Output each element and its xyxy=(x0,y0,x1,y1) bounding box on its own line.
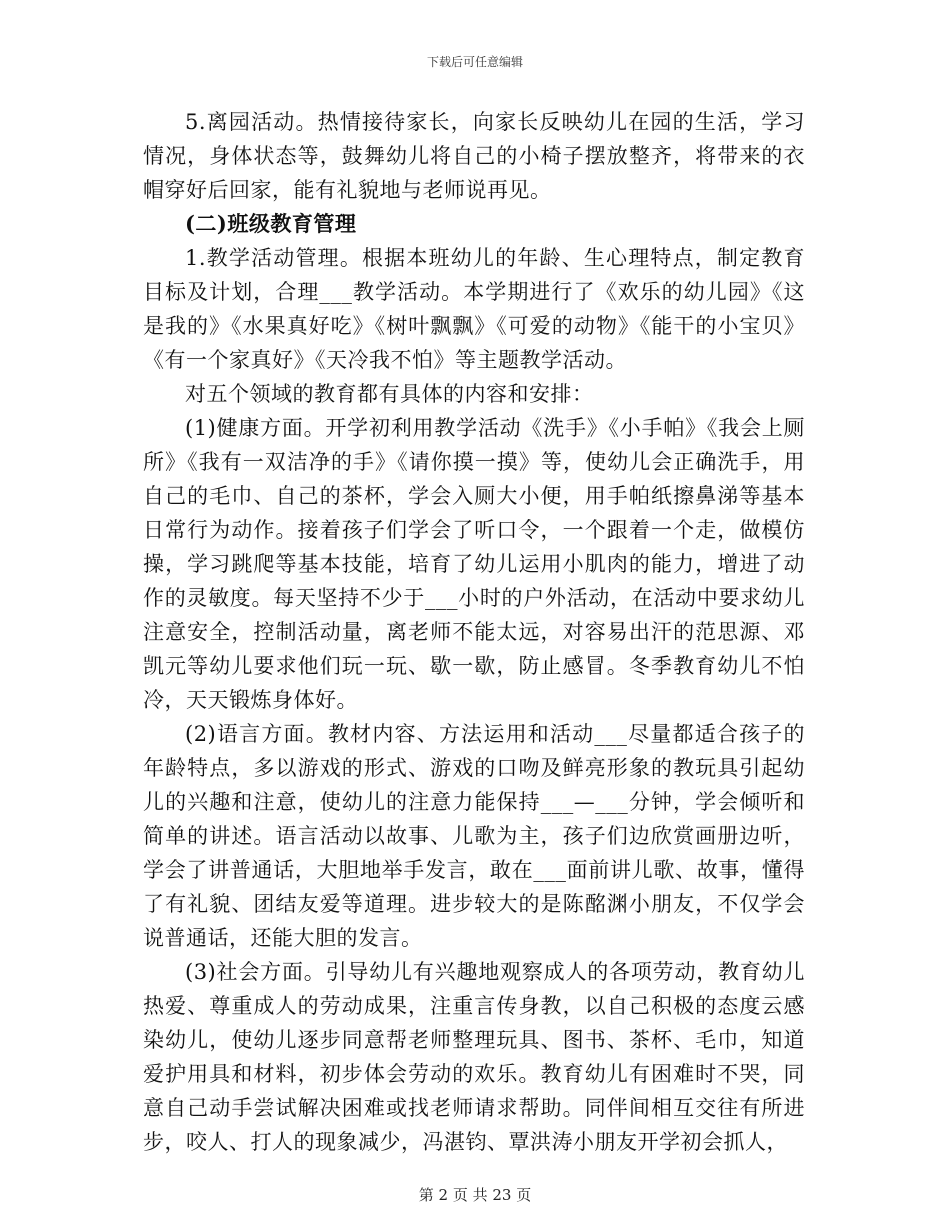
paragraph-language: (2)语言方面。教材内容、方法运用和活动___尽量都适合孩子的年龄特点，多以游戏的形式、游戏的口吻及鲜亮形象的教玩具引起幼儿的兴趣和注意，使幼儿的注意力能保持___—___分钟，学会倾听和简单的讲述。语言活动以故事、儿歌为主，孩子们边欣赏画册边听，学会了讲普通话，大胆地举手发言，敢在___面前讲儿歌、故事，懂得了有礼貌、团结友爱等道理。进步较大的是陈酩渊小朋友，不仅学会说普通话，还能大胆的发言。 xyxy=(143,722,805,950)
paragraph-social: (3)社会方面。引导幼儿有兴趣地观察成人的各项劳动，教育幼儿热爱、尊重成人的劳动成果，注重言传身教，以自己积极的态度云感染幼儿，使幼儿逐步同意帮老师整理玩具、图书、茶杯、毛巾，知道爱护用具和材料，初步体会劳动的欢乐。教育幼儿有困难时不哭，同意自己动手尝试解决困难或找老师请求帮助。同伴间相互交往有所进步，咬人、打人的现象减少，冯湛钧、覃洪涛小朋友开学初会抓人， xyxy=(143,960,805,1154)
page-number-footer: 第 2 页 共 23 页 xyxy=(418,1186,532,1204)
document-body xyxy=(143,105,805,1159)
paragraph-departure-activity: 5.离园活动。热情接待家长，向家长反映幼儿在园的生活，学习情况，身体状态等，鼓舞幼儿将自己的小椅子摆放整齐，将带来的衣帽穿好后回家，能有礼貌地与老师说再见。 xyxy=(143,110,805,202)
section-heading-class-management: (二)班级教育管理 xyxy=(185,211,357,236)
paragraph-teaching-management: 1.教学活动管理。根据本班幼儿的年龄、生心理特点，制定教育目标及计划，合理___教学活动。本学期进行了《欢乐的幼儿园》《这是我的》《水果真好吃》《树叶飘飘》《可爱的动物》《能干的小宝贝》《有一个家真好》《天冷我不怕》等主题教学活动。 xyxy=(143,246,805,372)
page-header-note: 下载后可任意编辑 xyxy=(426,55,523,69)
paragraph-health: (1)健康方面。开学初利用教学活动《洗手》《小手帕》《我会上厕所》《我有一双洁净的手》《请你摸一摸》等，使幼儿会正确洗手，用自己的毛巾、自己的茶杯，学会入厕大小便，用手帕纸擦鼻涕等基本日常行为动作。接着孩子们学会了听口令，一个跟着一个走，做模仿操，学习跳爬等基本技能，培育了幼儿运用小肌肉的能力，增进了动作的灵敏度。每天坚持不少于___小时的户外活动，在活动中要求幼儿注意安全，控制活动量，离老师不能太远，对容易出汗的范思源、邓凯元等幼儿要求他们玩一玩、歇一歇，防止感冒。冬季教育幼儿不怕冷，天天锻炼身体好。 xyxy=(143,416,805,712)
paragraph-five-domains-intro: 对五个领域的教育都有具体的内容和安排： xyxy=(185,382,594,406)
